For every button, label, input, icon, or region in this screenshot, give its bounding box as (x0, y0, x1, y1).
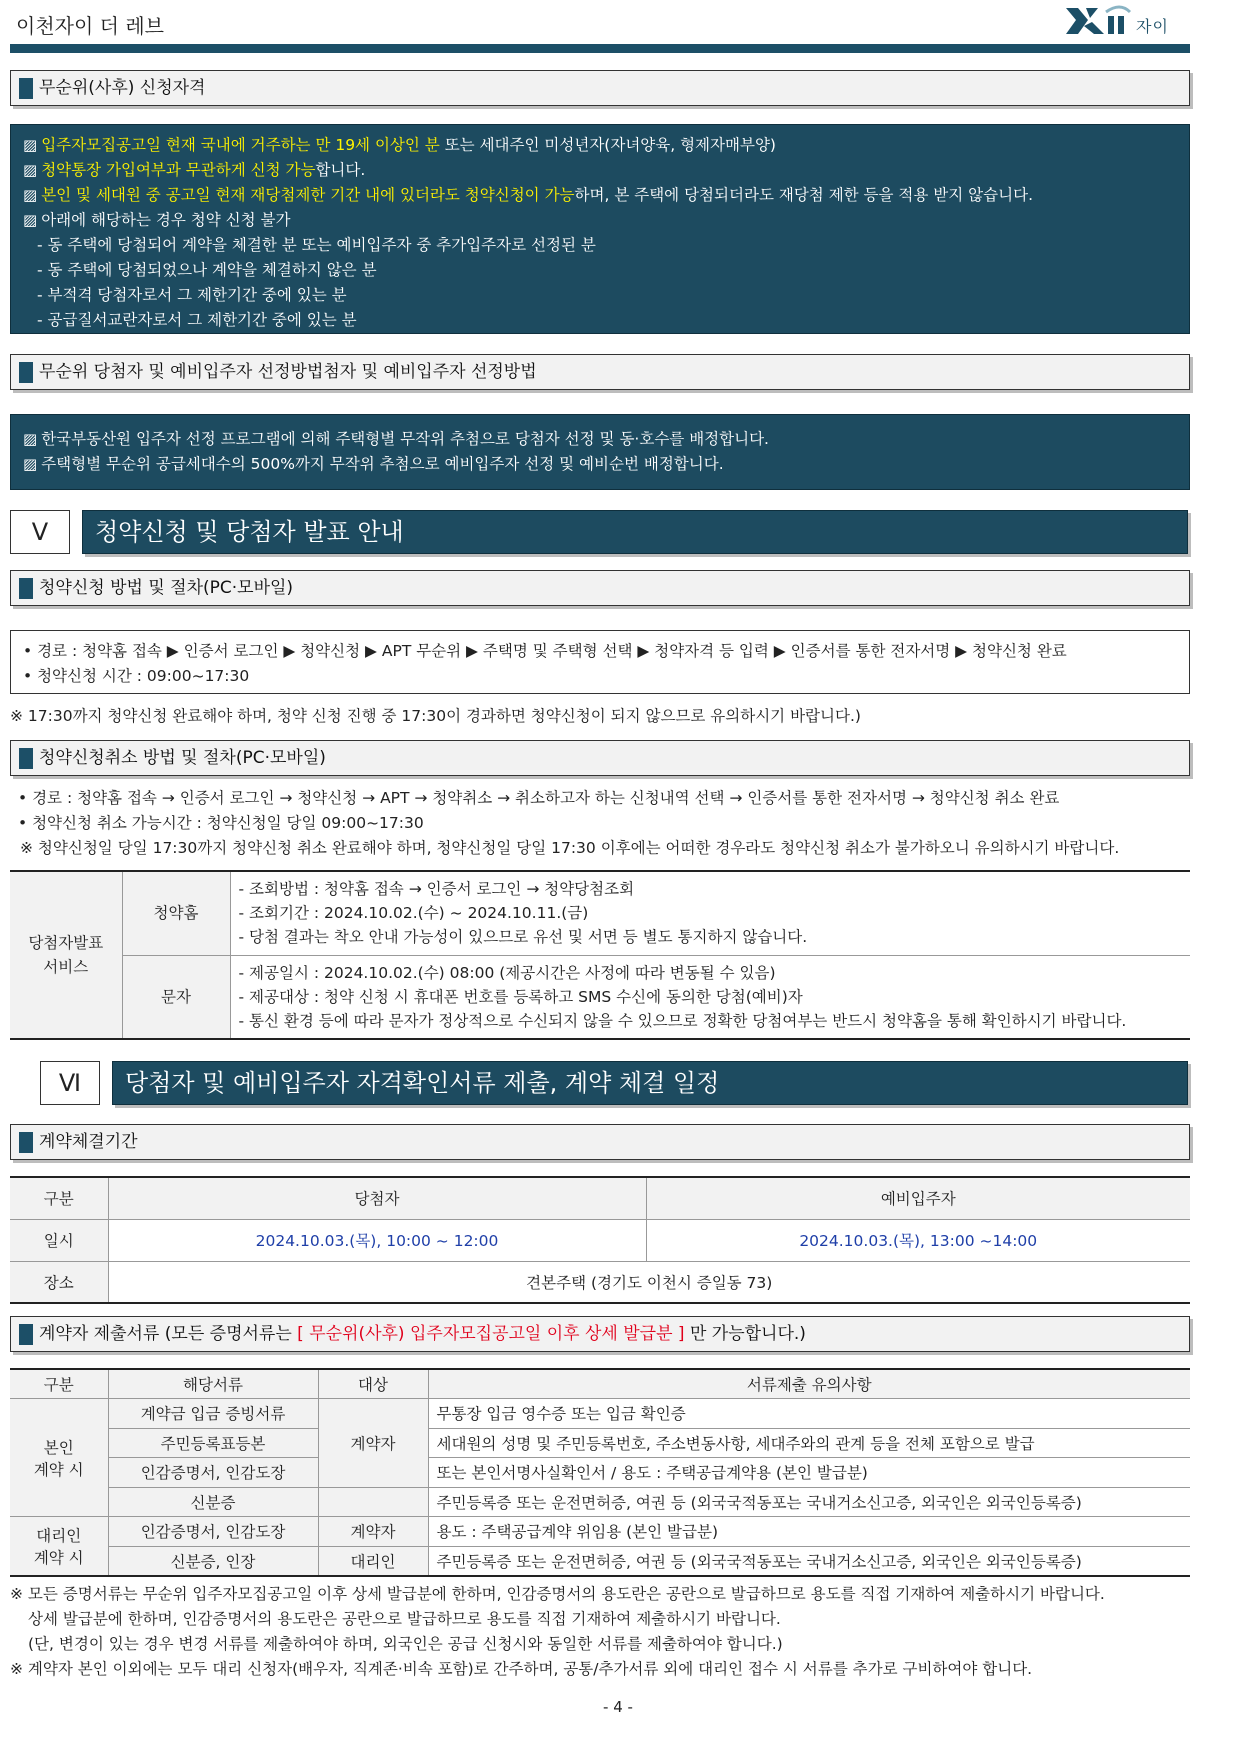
document-target-empty (318, 1487, 428, 1517)
check-icon: ▨ (23, 430, 38, 448)
check-icon: ▨ (23, 455, 38, 473)
section-title-eligibility (10, 70, 1190, 106)
table-row (10, 1517, 1190, 1547)
section-title-text: 무순위 당첨자 및 예비입주자 선정방법첨자 및 예비입주자 선정방법 (39, 362, 537, 382)
document-note: 주민등록증 또는 운전면허증, 여권 등 (외국국적동포는 국내거소신고증, 외국인은 외국인등록증) (428, 1546, 1190, 1576)
apply-time: • 청약신청 시간 : 09:00~17:30 (23, 667, 250, 685)
table-row (10, 1399, 1190, 1429)
cancel-route: • 경로 : 청약홈 접속 → 인증서 로그인 → 청약신청 → APT → 청약취소 → 취소하고자 하는 신청내역 선택 → 인증서를 통한 전자서명 → 청약신청 취소 완료 (18, 789, 1060, 807)
cancel-list (18, 786, 1119, 861)
announce-sms-label: 문자 (122, 955, 230, 1039)
eligibility-line-2: ▨ 청약통장 가입여부과 무관하게 신청 가능합니다. (23, 161, 366, 179)
section-stripe (19, 1132, 33, 1153)
document-title: 이천자이 더 레브 (16, 14, 164, 38)
document-note: 무통장 입금 영수증 또는 입금 확인증 (428, 1399, 1190, 1429)
document-name: 주민등록표등본 (108, 1428, 318, 1458)
announce-web-detail: - 조회방법 : 청약홈 접속 → 인증서 로그인 → 청약당첨조회 - 조회기간 : 2024.10.02.(수) ~ 2024.10.11.(금) - 당첨 결과는 착오 안내 가능성이 있으므로 유선 및 서면 등 별도 통지하지 않습니다. (230, 871, 1190, 955)
document-name: 신분증 (108, 1487, 318, 1517)
chapter-title: 청약신청 및 당첨자 발표 안내 (82, 510, 1188, 554)
ineligible-item: - 동 주택에 당첨되어 계약을 체결한 분 또는 예비입주자 중 추가입주자로 선정된 분 (37, 236, 596, 254)
section-stripe (19, 578, 33, 599)
apply-note: ※ 17:30까지 청약신청 완료해야 하며, 청약 신청 진행 중 17:30이 경과하면 청약신청이 되지 않으므로 유의하시기 바랍니다.) (10, 707, 861, 725)
cancel-time: • 청약신청 취소 가능시간 : 청약신청일 당일 09:00~17:30 (18, 814, 424, 832)
check-icon: ▨ (23, 136, 38, 154)
header-cell: 구분 (10, 1369, 108, 1399)
section-stripe (19, 1324, 33, 1345)
selection-box (10, 414, 1190, 490)
contract-period-table (10, 1176, 1190, 1304)
announce-web-label: 청약홈 (122, 871, 230, 955)
table-row (10, 1458, 1190, 1488)
documents-notes (10, 1582, 1105, 1682)
apply-route: • 경로 : 청약홈 접속 ▶ 인증서 로그인 ▶ 청약신청 ▶ APT 무순위 ▶ 주택명 및 주택형 선택 ▶ 청약자격 등 입력 ▶ 인증서를 통한 전자서명 ▶ 청약신청 완료 (23, 642, 1067, 660)
eligibility-line-3: ▨ 본인 및 세대원 중 공고일 현재 재당첨제한 기간 내에 있더라도 청약신청이 가능하며, 본 주택에 당첨되더라도 재당첨 제한 등을 적용 받지 않습니다. (23, 186, 1034, 204)
announce-service-label: 당첨자발표 서비스 (10, 871, 122, 1039)
eligibility-line-4: ▨ 아래에 해당하는 경우 청약 신청 불가 (23, 211, 291, 229)
section-title-cancel (10, 740, 1190, 776)
documents-note: (단, 변경이 있는 경우 변경 서류를 제출하여야 하며, 외국인은 공급 신청시와 동일한 서류를 제출하여야 합니다.) (28, 1635, 783, 1653)
check-icon: ▨ (23, 211, 38, 229)
table-row (10, 1177, 1190, 1219)
header-bar (10, 44, 1190, 53)
document-note: 주민등록증 또는 운전면허증, 여권 등 (외국국적동포는 국내거소신고증, 외국인은 외국인등록증) (428, 1487, 1190, 1517)
proxy-category: 대리인 계약 시 (10, 1517, 108, 1576)
row-label: 장소 (10, 1261, 108, 1303)
announce-sms-detail: - 제공일시 : 2024.10.02.(수) 08:00 (제공시간은 사정에 따라 변동될 수 있음) - 제공대상 : 청약 신청 시 휴대폰 번호를 등록하고 SMS 수신에 동의한 당첨(예비)자 - 통신 환경 등에 따라 문자가 정상적으로 수신되지 않을 수 있으므로 정확한 당첨여부는 반드시 청약홈을 통해 확인하시기 바랍니다. (230, 955, 1190, 1039)
table-row (10, 1487, 1190, 1517)
section-title-contract-period (10, 1124, 1190, 1160)
chapter-title: 당첨자 및 예비입주자 자격확인서류 제출, 계약 체결 일정 (112, 1061, 1188, 1105)
self-category: 본인 계약 시 (10, 1399, 108, 1517)
section-stripe (19, 78, 33, 99)
document-target: 계약자 (318, 1399, 428, 1488)
document-target: 대리인 (318, 1546, 428, 1576)
document-name: 계약금 입금 증빙서류 (108, 1399, 318, 1429)
check-icon: ▨ (23, 186, 38, 204)
section-title-text: 계약자 제출서류 (모든 증명서류는 [ 무순위(사후) 입주자모집공고일 이후 상세 발급분 ] 만 가능합니다.) (39, 1324, 806, 1344)
header-cell: 구분 (10, 1177, 108, 1219)
section-title-text: 청약신청취소 방법 및 절차(PC·모바일) (39, 748, 326, 768)
documents-note: ※ 계약자 본인 이외에는 모두 대리 신청자(배우자, 직계존·비속 포함)로 간주하며, 공통/추가서류 외에 대리인 접수 시 서류를 추가로 구비하여야 합니다. (10, 1660, 1033, 1678)
cancel-note: ※ 청약신청일 당일 17:30까지 청약신청 취소 완료해야 하며, 청약신청일 당일 17:30 이후에는 어떠한 경우라도 청약신청 취소가 불가하오니 유의하시기 바랍니다. (20, 839, 1120, 857)
table-row (10, 955, 1190, 1039)
document-note: 세대원의 성명 및 주민등록번호, 주소변동사항, 세대주와의 관계 등을 전체 포함으로 발급 (428, 1428, 1190, 1458)
selection-line-2: ▨ 주택형별 무순위 공급세대수의 500%까지 무작위 추첨으로 예비입주자 선정 및 예비순번 배정합니다. (23, 455, 724, 473)
ineligible-item: - 부적격 당첨자로서 그 제한기간 중에 있는 분 (37, 286, 347, 304)
table-row (10, 1546, 1190, 1576)
header-cell: 당첨자 (108, 1177, 646, 1219)
row-label: 일시 (10, 1219, 108, 1261)
section-stripe (19, 748, 33, 769)
contract-place: 견본주택 (경기도 이천시 증일동 73) (108, 1261, 1190, 1303)
table-row (10, 871, 1190, 955)
page-number: - 4 - (603, 1698, 633, 1716)
document-name: 인감증명서, 인감도장 (108, 1517, 318, 1547)
section-title-text: 청약신청 방법 및 절차(PC·모바일) (39, 578, 294, 598)
section-title-text: 무순위(사후) 신청자격 (39, 78, 206, 98)
header-cell: 예비입주자 (646, 1177, 1190, 1219)
documents-note: 상세 발급분에 한하며, 인감증명서의 용도란은 공란으로 발급하므로 용도를 직접 기재하여 제출하시기 바랍니다. (28, 1610, 781, 1628)
check-icon: ▨ (23, 161, 38, 179)
documents-table (10, 1368, 1190, 1577)
chapter-number: Ⅴ (10, 510, 70, 554)
document-note: 또는 본인서명사실확인서 / 용도 : 주택공급계약용 (본인 발급분) (428, 1458, 1190, 1488)
ineligible-item: - 동 주택에 당첨되었으나 계약을 체결하지 않은 분 (37, 261, 377, 279)
reserve-datetime: 2024.10.03.(목), 13:00 ~14:00 (646, 1219, 1190, 1261)
section-stripe (19, 362, 33, 383)
table-row (10, 1219, 1190, 1261)
eligibility-box (10, 124, 1190, 334)
chapter-number: Ⅵ (40, 1061, 100, 1105)
header-cell: 대상 (318, 1369, 428, 1399)
section-title-text: 계약체결기간 (39, 1132, 138, 1152)
documents-note: ※ 모든 증명서류는 무순위 입주자모집공고일 이후 상세 발급분에 한하며, 인감증명서의 용도란은 공란으로 발급하므로 용도를 직접 기재하여 제출하시기 바랍니다. (10, 1585, 1105, 1603)
document-target: 계약자 (318, 1517, 428, 1547)
table-row (10, 1369, 1190, 1399)
winner-datetime: 2024.10.03.(목), 10:00 ~ 12:00 (108, 1219, 646, 1261)
document-note: 용도 : 주택공급계약 위임용 (본인 발급분) (428, 1517, 1190, 1547)
document-name: 신분증, 인장 (108, 1546, 318, 1576)
header-cell: 해당서류 (108, 1369, 318, 1399)
announcement-table (10, 870, 1190, 1040)
apply-box (10, 630, 1190, 694)
section-title-apply (10, 570, 1190, 606)
section-title-documents (10, 1316, 1190, 1352)
table-row (10, 1428, 1190, 1458)
section-title-selection (10, 354, 1190, 390)
eligibility-line-1: ▨ 입주자모집공고일 현재 국내에 거주하는 만 19세 이상인 분 또는 세대주인 미성년자(자녀양육, 형제자매부양) (23, 136, 776, 154)
selection-line-1: ▨ 한국부동산원 입주자 선정 프로그램에 의해 주택형별 무작위 추첨으로 당첨자 선정 및 동·호수를 배정합니다. (23, 430, 769, 448)
ineligible-item: - 공급질서교란자로서 그 제한기간 중에 있는 분 (37, 311, 357, 329)
logo-text: 자이 (1136, 17, 1169, 36)
header-cell: 서류제출 유의사항 (428, 1369, 1190, 1399)
document-name: 인감증명서, 인감도장 (108, 1458, 318, 1488)
table-row (10, 1261, 1190, 1303)
